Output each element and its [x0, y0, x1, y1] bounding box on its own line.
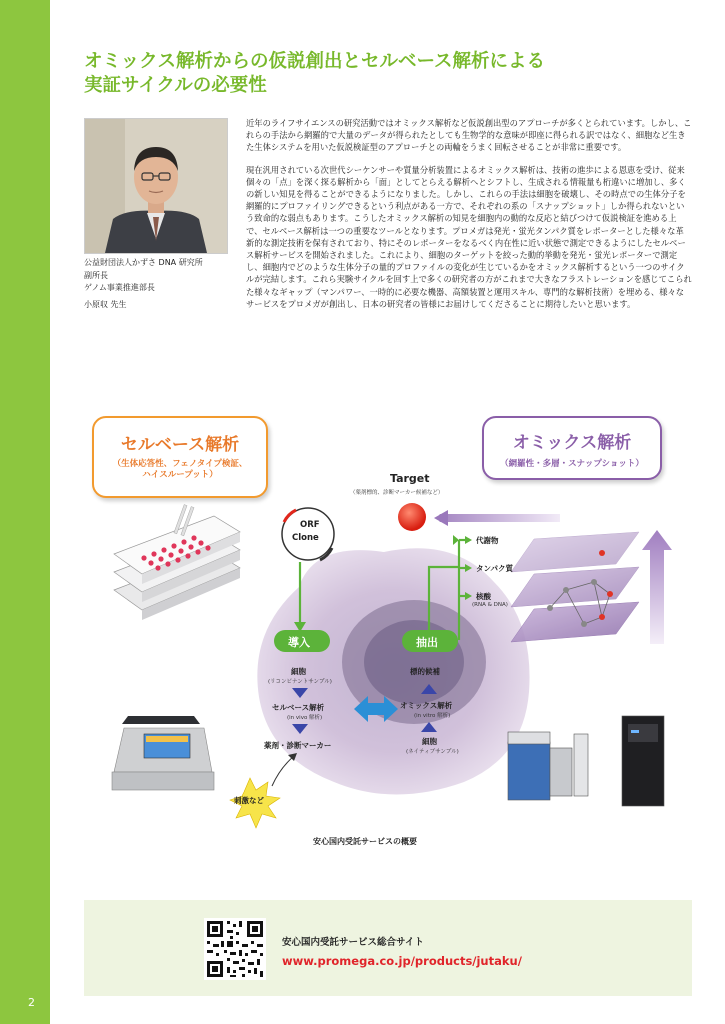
body-paragraph-2: 現在汎用されている次世代シーケンサーや質量分析装置によるオミックス解析は、技術の進歩による恩恵を受け、従来個々の「点」を深く探る解析から「面」としてとらえる解析へとシフトし、生成される情報量も桁違いに増加し、多くの新しい知見を得ることができるようになりました。しかし、これらの手法は細胞を破壊し、その時点での生体分子を網羅的にプロファイリングできるという利点がある一方で、それぞれの系の「スナップショット」しか得られないという致命的な弱点もあります。こうしたオミックス解析の知見を細胞内の動的な反応と結びつけて仮説検証を進める上で、セルベース解析は一つの重要なツールとなります。プロメガは発光・蛍光タンパク質をレポーターとした様々な革新的な測定技術を保有されており、特にそのレポーターをなるべく内在性に近い状態で測定できるようにしたセルベース解析サービスを開始されました。これにより、細胞のターゲットを絞った動的挙動を発光・蛍光レポーターで測定し、細胞内でどのような生体分子の量的プロファイルの変化が生じているかをオミックス解析するという一つのサイクルが完結します。これら実験サイクルを回す上で多くの研究者の方がこれまで大きなフラストレーションを感じてこられた様々なギャップ（マンパワー、一時的に必要な機器、高額装置と運用スキル、専門的な解析技術）を埋める、様々なサービスをプロメガが創出し、日本の研究者の皆様にお届けしてくださることに期待したいと思います。 — [246, 164, 692, 309]
caption-role2: ゲノム事業推進部長 — [84, 283, 155, 292]
portrait-photo — [84, 118, 228, 254]
caption-name: 小原収 先生 — [84, 299, 127, 309]
orf-line1: ORF — [300, 520, 320, 530]
well-plate-illustration — [114, 505, 240, 620]
omics-sub: （網羅性・多層・スナップショット） — [500, 459, 644, 469]
left-cba-sub: (in vivo 解析) — [287, 715, 323, 721]
target-sub: （薬剤標的、診断マーカー候補など） — [350, 490, 444, 496]
title-line-2: 実証サイクルの必要性 — [84, 75, 267, 96]
cellbased-sub2: ハイスループット） — [142, 470, 218, 480]
omics-to-target-arrow — [439, 514, 560, 522]
overview-diagram — [84, 412, 684, 832]
site-url-link[interactable]: www.promega.co.jp/products/jutaku/ — [282, 954, 522, 968]
cellbased-title: セルベース解析 — [120, 435, 240, 455]
omics-analysis-box — [482, 416, 662, 480]
mass-spec-instruments — [508, 716, 664, 806]
body-text — [246, 117, 692, 320]
footer-banner — [84, 900, 692, 996]
author-caption — [84, 257, 203, 311]
left-cell: 細胞 — [291, 667, 306, 676]
target-ball — [398, 503, 426, 531]
extract-label: 抽出 — [416, 636, 438, 649]
site-title: 安心国内受託サービス総合サイト — [282, 937, 424, 948]
title-line-1: オミックス解析からの仮説創出とセルベース解析による — [84, 51, 546, 72]
intro-label: 導入 — [288, 636, 310, 649]
right-omics-sub: (in vitro 解析) — [414, 713, 451, 719]
omics-title: オミックス解析 — [512, 433, 632, 453]
layer-metabolite: 代謝物 — [476, 536, 499, 545]
target-label: Target — [390, 472, 430, 485]
luminometer-instrument — [112, 716, 214, 790]
right-candidate: 標的候補 — [410, 667, 440, 676]
page-title — [84, 50, 684, 98]
cellbased-sub1: （生体応答性、フェノタイプ検証、 — [112, 459, 248, 469]
stimulus-label: 刺激など — [234, 796, 264, 805]
right-cell: 細胞 — [422, 737, 437, 746]
cellbased-analysis-box — [92, 416, 268, 498]
layer-nucleic: 核酸 — [476, 592, 491, 601]
qr-code-icon[interactable] — [204, 918, 266, 980]
caption-org: 公益財団法人かずさ DNA 研究所 — [84, 258, 203, 267]
caption-role1: 副所長 — [84, 270, 108, 280]
omics-layers-illustration — [511, 530, 672, 644]
sidebar-band — [0, 0, 50, 1024]
upward-arrow — [642, 530, 672, 644]
layer-nucleic-sub: (RNA & DNA) — [472, 602, 508, 608]
left-drug: 薬剤・診断マーカー — [264, 741, 332, 750]
page-number: 2 — [28, 996, 35, 1009]
body-paragraph-1: 近年のライフサイエンスの研究活動ではオミックス解析など仮説創出型のアプローチが多くとられています。しかし、これらの手法から網羅的で大量のデータが得られたとしても生物学的な意味が即座に得られる訳ではなく、細胞など生きた生体システムを用いた仮説検証型のアプローチとの両輪をうまく回転させることが非常に重要です。 — [246, 118, 692, 153]
layer-protein: タンパク質 — [476, 564, 513, 573]
right-cell-sub: (ネイティブサンプル) — [406, 749, 459, 755]
diagram-caption: 安心国内受託サービスの概要 — [313, 837, 417, 846]
left-cba: セルベース解析 — [272, 703, 325, 712]
left-cell-sub: (リコンビナントサンプル) — [268, 679, 332, 685]
orf-line2: Clone — [292, 533, 319, 543]
right-omics: オミックス解析 — [400, 701, 453, 710]
